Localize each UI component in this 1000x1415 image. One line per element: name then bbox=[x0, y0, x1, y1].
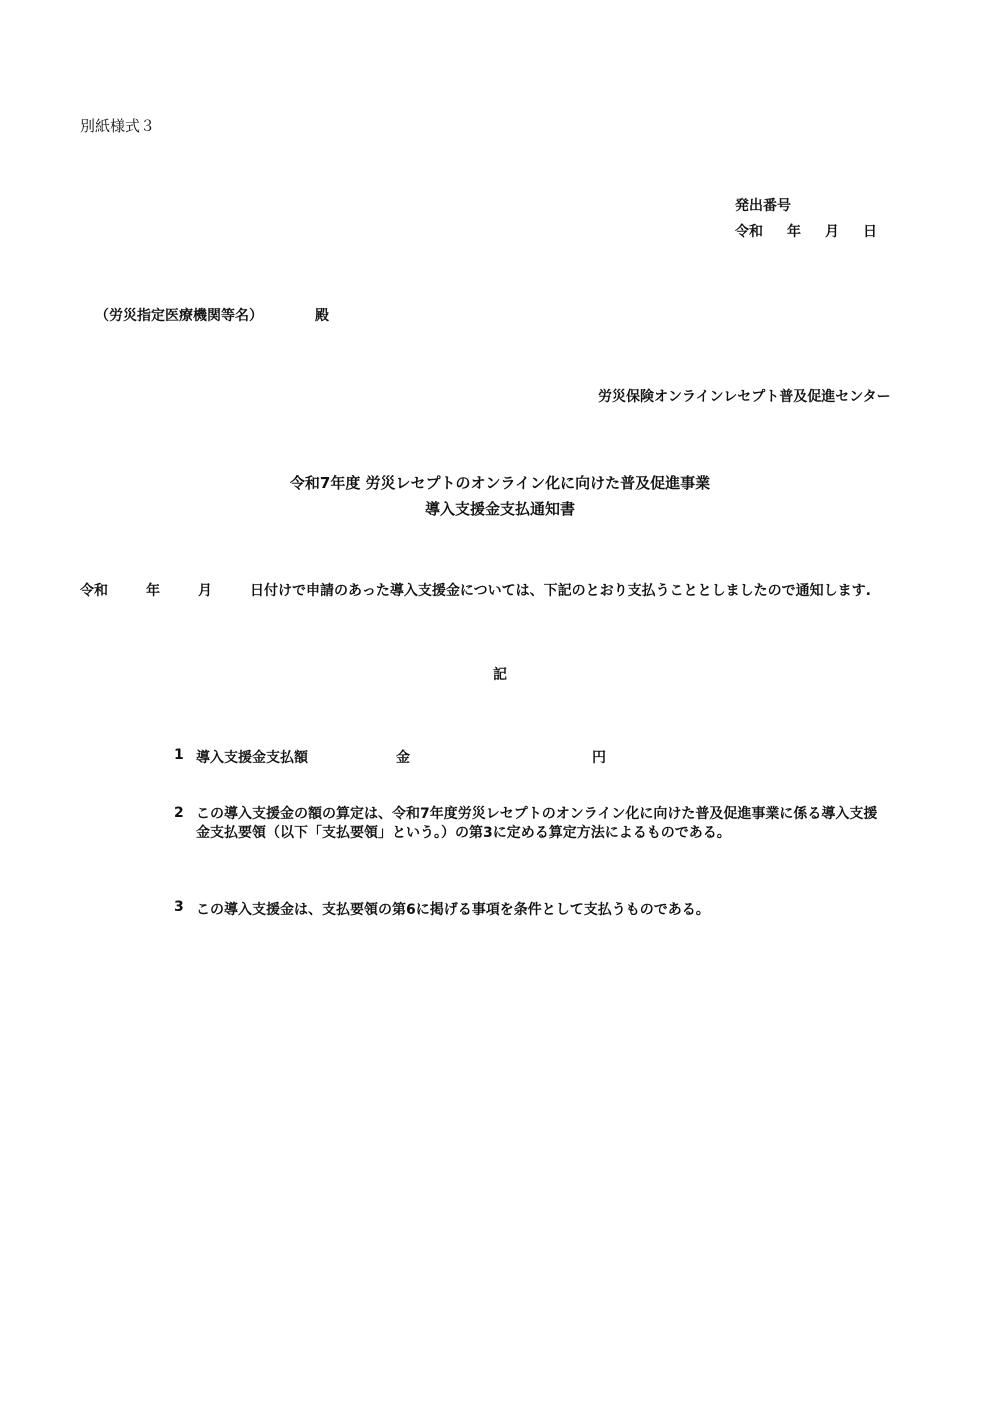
item-number: 2 bbox=[174, 805, 184, 821]
amount-en: 円 bbox=[592, 750, 606, 766]
item-number: 1 bbox=[174, 747, 184, 763]
recipient bbox=[95, 305, 329, 325]
issue-date-month: 月 bbox=[825, 224, 839, 240]
recipient-name-placeholder: （労災指定医療機関等名） bbox=[95, 308, 263, 324]
list-item bbox=[174, 805, 886, 843]
notice-text bbox=[80, 580, 871, 600]
item-number: 3 bbox=[174, 899, 184, 915]
ki-heading: 記 bbox=[493, 667, 507, 683]
document-title bbox=[0, 470, 1000, 522]
item-label: 導入支援金支払額 bbox=[196, 750, 308, 766]
notice-month: 月 bbox=[198, 583, 212, 599]
item-text: この導入支援金は、支払要領の第6に掲げる事項を条件として支払うものである。 bbox=[196, 902, 710, 918]
sender-name: 労災保険オンラインレセプト普及促進センター bbox=[598, 389, 891, 405]
title-line-2: 導入支援金支払通知書 bbox=[424, 500, 575, 518]
item-text: この導入支援金の額の算定は、令和7年度労災レセプトのオンライン化に向けた普及促進事業に係る導入支援金支払要領（以下「支払要領」という。）の第3に定める算定方法によるものである。 bbox=[196, 806, 878, 841]
amount-kin: 金 bbox=[396, 750, 410, 766]
notice-year: 年 bbox=[146, 583, 160, 599]
notice-body: 日付けで申請のあった導入支援金については、下記のとおり支払うこととしましたので通知します. bbox=[250, 583, 871, 599]
notice-era: 令和 bbox=[80, 583, 108, 599]
issue-block bbox=[735, 196, 877, 248]
issue-date-year: 年 bbox=[787, 224, 801, 240]
title-line-1: 令和7年度 労災レセプトのオンライン化に向けた普及促進事業 bbox=[289, 474, 711, 492]
list-item bbox=[174, 747, 606, 767]
issue-date-era: 令和 bbox=[735, 224, 763, 240]
form-number: 別紙様式３ bbox=[80, 117, 156, 135]
list-item bbox=[174, 899, 710, 919]
issue-number-label: 発出番号 bbox=[735, 198, 791, 214]
issue-date bbox=[735, 222, 877, 248]
recipient-honorific: 殿 bbox=[315, 308, 329, 324]
issue-date-day: 日 bbox=[863, 224, 877, 240]
